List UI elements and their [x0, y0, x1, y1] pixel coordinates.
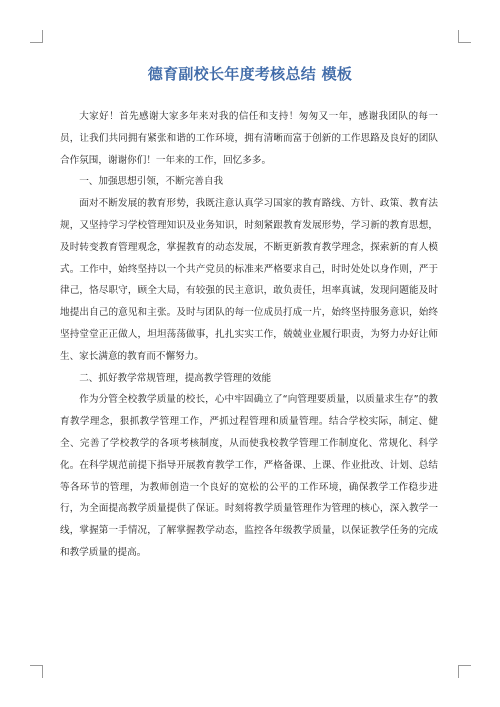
section-heading-1: 一、加强思想引领，不断完善自我 — [79, 176, 224, 188]
section-heading-2: 二、抓好教学常规管理，提高教学管理的效能 — [79, 372, 272, 384]
crop-mark-bottom-right — [458, 665, 471, 678]
document-body — [60, 106, 438, 564]
crop-mark-top-left — [30, 30, 43, 43]
crop-mark-top-right — [458, 30, 471, 43]
crop-mark-bottom-left — [30, 665, 43, 678]
paragraph-greeting: 大家好！首先感谢大家多年来对我的信任和支持！匆匆又一年，感谢我团队的每一员，让我们共同拥有紧张和谐的工作环境，拥有清晰而富于创新的工作思路及良好的团队合作氛围，谢谢你们！一年来的工作，回忆多多。 — [60, 111, 438, 166]
paragraph-section-1: 面对不断发展的教育形势，我既注意认真学习国家的教育路线、方针、政策、教育法规，又坚持学习学校管理知识及业务知识，时刻紧跟教育发展形势，学习新的教育思想，及时转变教育管理观念，掌握教育的动态发展，不断更新教育教学理念，探索新的育人模式。工作中，始终坚持以一个共产党员的标准来严格要求自己，时时处处以身作则，严于律己，恪尽职守，顾全大局，有较强的民主意识，敢负责任，坦率真诚，发现问题能及时地提出自己的意见和主张。及时与团队的每一位成员打成一片，始终坚持服务意识，始终坚持堂堂正正做人，坦坦荡荡做事，扎扎实实工作，兢兢业业履行职责，为努力办好让师生、家长满意的教育而不懈努力。 — [60, 198, 438, 362]
paragraph-section-2: 作为分管全校教学质量的校长，心中牢固确立了“向管理要质量，以质量求生存”的教育教学理念，狠抓教学管理工作，严抓过程管理和质量管理。结合学校实际，制定、健全、完善了学校教学的各项考核制度，从而使我校教学管理工作制度化、常规化、科学化。在科学规范前提下指导开展教育教学工作，严格备课、上课、作业批改、计划、总结等各环节的管理，为教师创造一个良好的宽松的公平的工作环境，确保教学工作稳步进行，为全面提高教学质量提供了保证。时刻将教学质量管理作为管理的核心，深入教学一线，掌握第一手情况，了解掌握教学动态，监控各年级教学质量，以保证教学任务的完成和教学质量的提高。 — [60, 394, 438, 558]
document-title: 德育副校长年度考核总结 模板 — [147, 65, 353, 83]
